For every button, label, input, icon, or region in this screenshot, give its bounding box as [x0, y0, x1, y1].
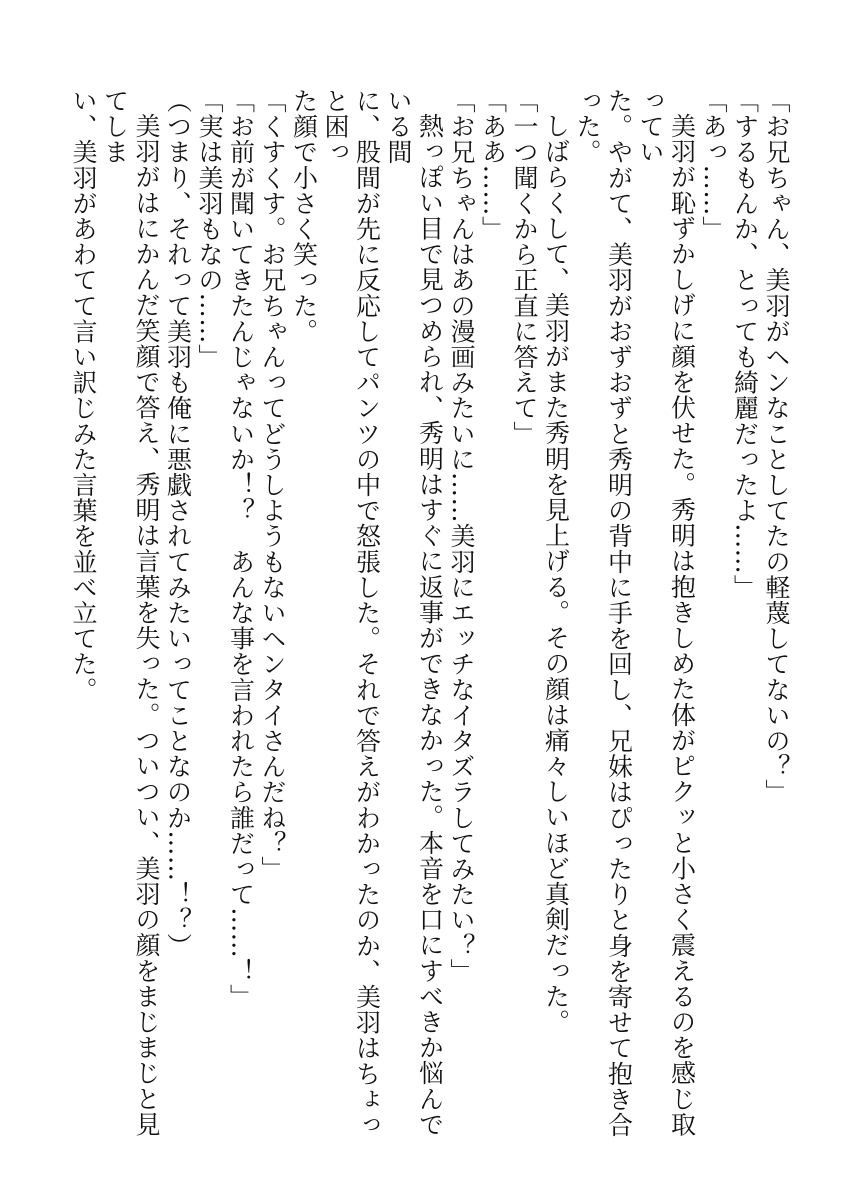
dialogue-line: 「一つ聞くから正直に答えて」: [510, 88, 539, 447]
vertical-text-body: [69, 88, 792, 1148]
dialogue-line: 「実は美羽もなの……」: [195, 88, 224, 370]
narration-line: に、股間が先に反応してパンツの中で怒張した。それで答えがわかったのか、美羽はちょっと困っ: [321, 88, 382, 1138]
narration-line: 美羽がはにかんだ笑顔で答え、秀明は言葉を失った。ついつい、美羽の顔をまじまじと見てしま: [100, 88, 161, 1137]
narration-line: 美羽が恥ずかしげに顔を伏せた。秀明は抱きしめた体がピクッと小さく震えるのを感じ取ってい: [636, 88, 697, 1137]
narration-line: い、美羽があわてて言い訳じみた言葉を並べ立てた。: [69, 88, 98, 703]
narration-line: た。やがて、美羽がおずおずと秀明の背中に手を回し、兄妹はぴったりと身を寄せて抱き合った。: [573, 88, 634, 1138]
dialogue-line: 「くすくす。お兄ちゃんってどうしようもないヘンタイさんだね？」: [258, 88, 287, 882]
narration-line: た顔で小さく笑った。: [289, 88, 319, 344]
dialogue-line: 「するもんか、とっても綺麗だったよ……」: [730, 88, 760, 600]
dialogue-line: 「お兄ちゃん、美羽がヘンなことしてたの軽蔑してないの？」: [762, 88, 791, 805]
thought-line: （つまり、それって美羽も俺に悪戯されてみたいってことなのか……！？）: [163, 88, 193, 959]
dialogue-line: 「お前が聞いてきたんじゃないか！？ あんな事を言われたら誰だって……！」: [226, 88, 256, 1010]
narration-line: 熱っぽい目で見つめられ、秀明はすぐに返事ができなかった。本音を口にすべきか悩んでいる間: [384, 88, 445, 1137]
dialogue-line: 「ああ……」: [478, 88, 508, 242]
narration-line: しばらくして、美羽がまた秀明を見上げる。その顔は痛々しいほど真剣だった。: [541, 113, 571, 1035]
dialogue-line: 「お兄ちゃんはあの漫画みたいに……美羽にエッチなイタズラしてみたい？」: [447, 88, 476, 984]
dialogue-line: 「あっ……」: [699, 88, 728, 242]
